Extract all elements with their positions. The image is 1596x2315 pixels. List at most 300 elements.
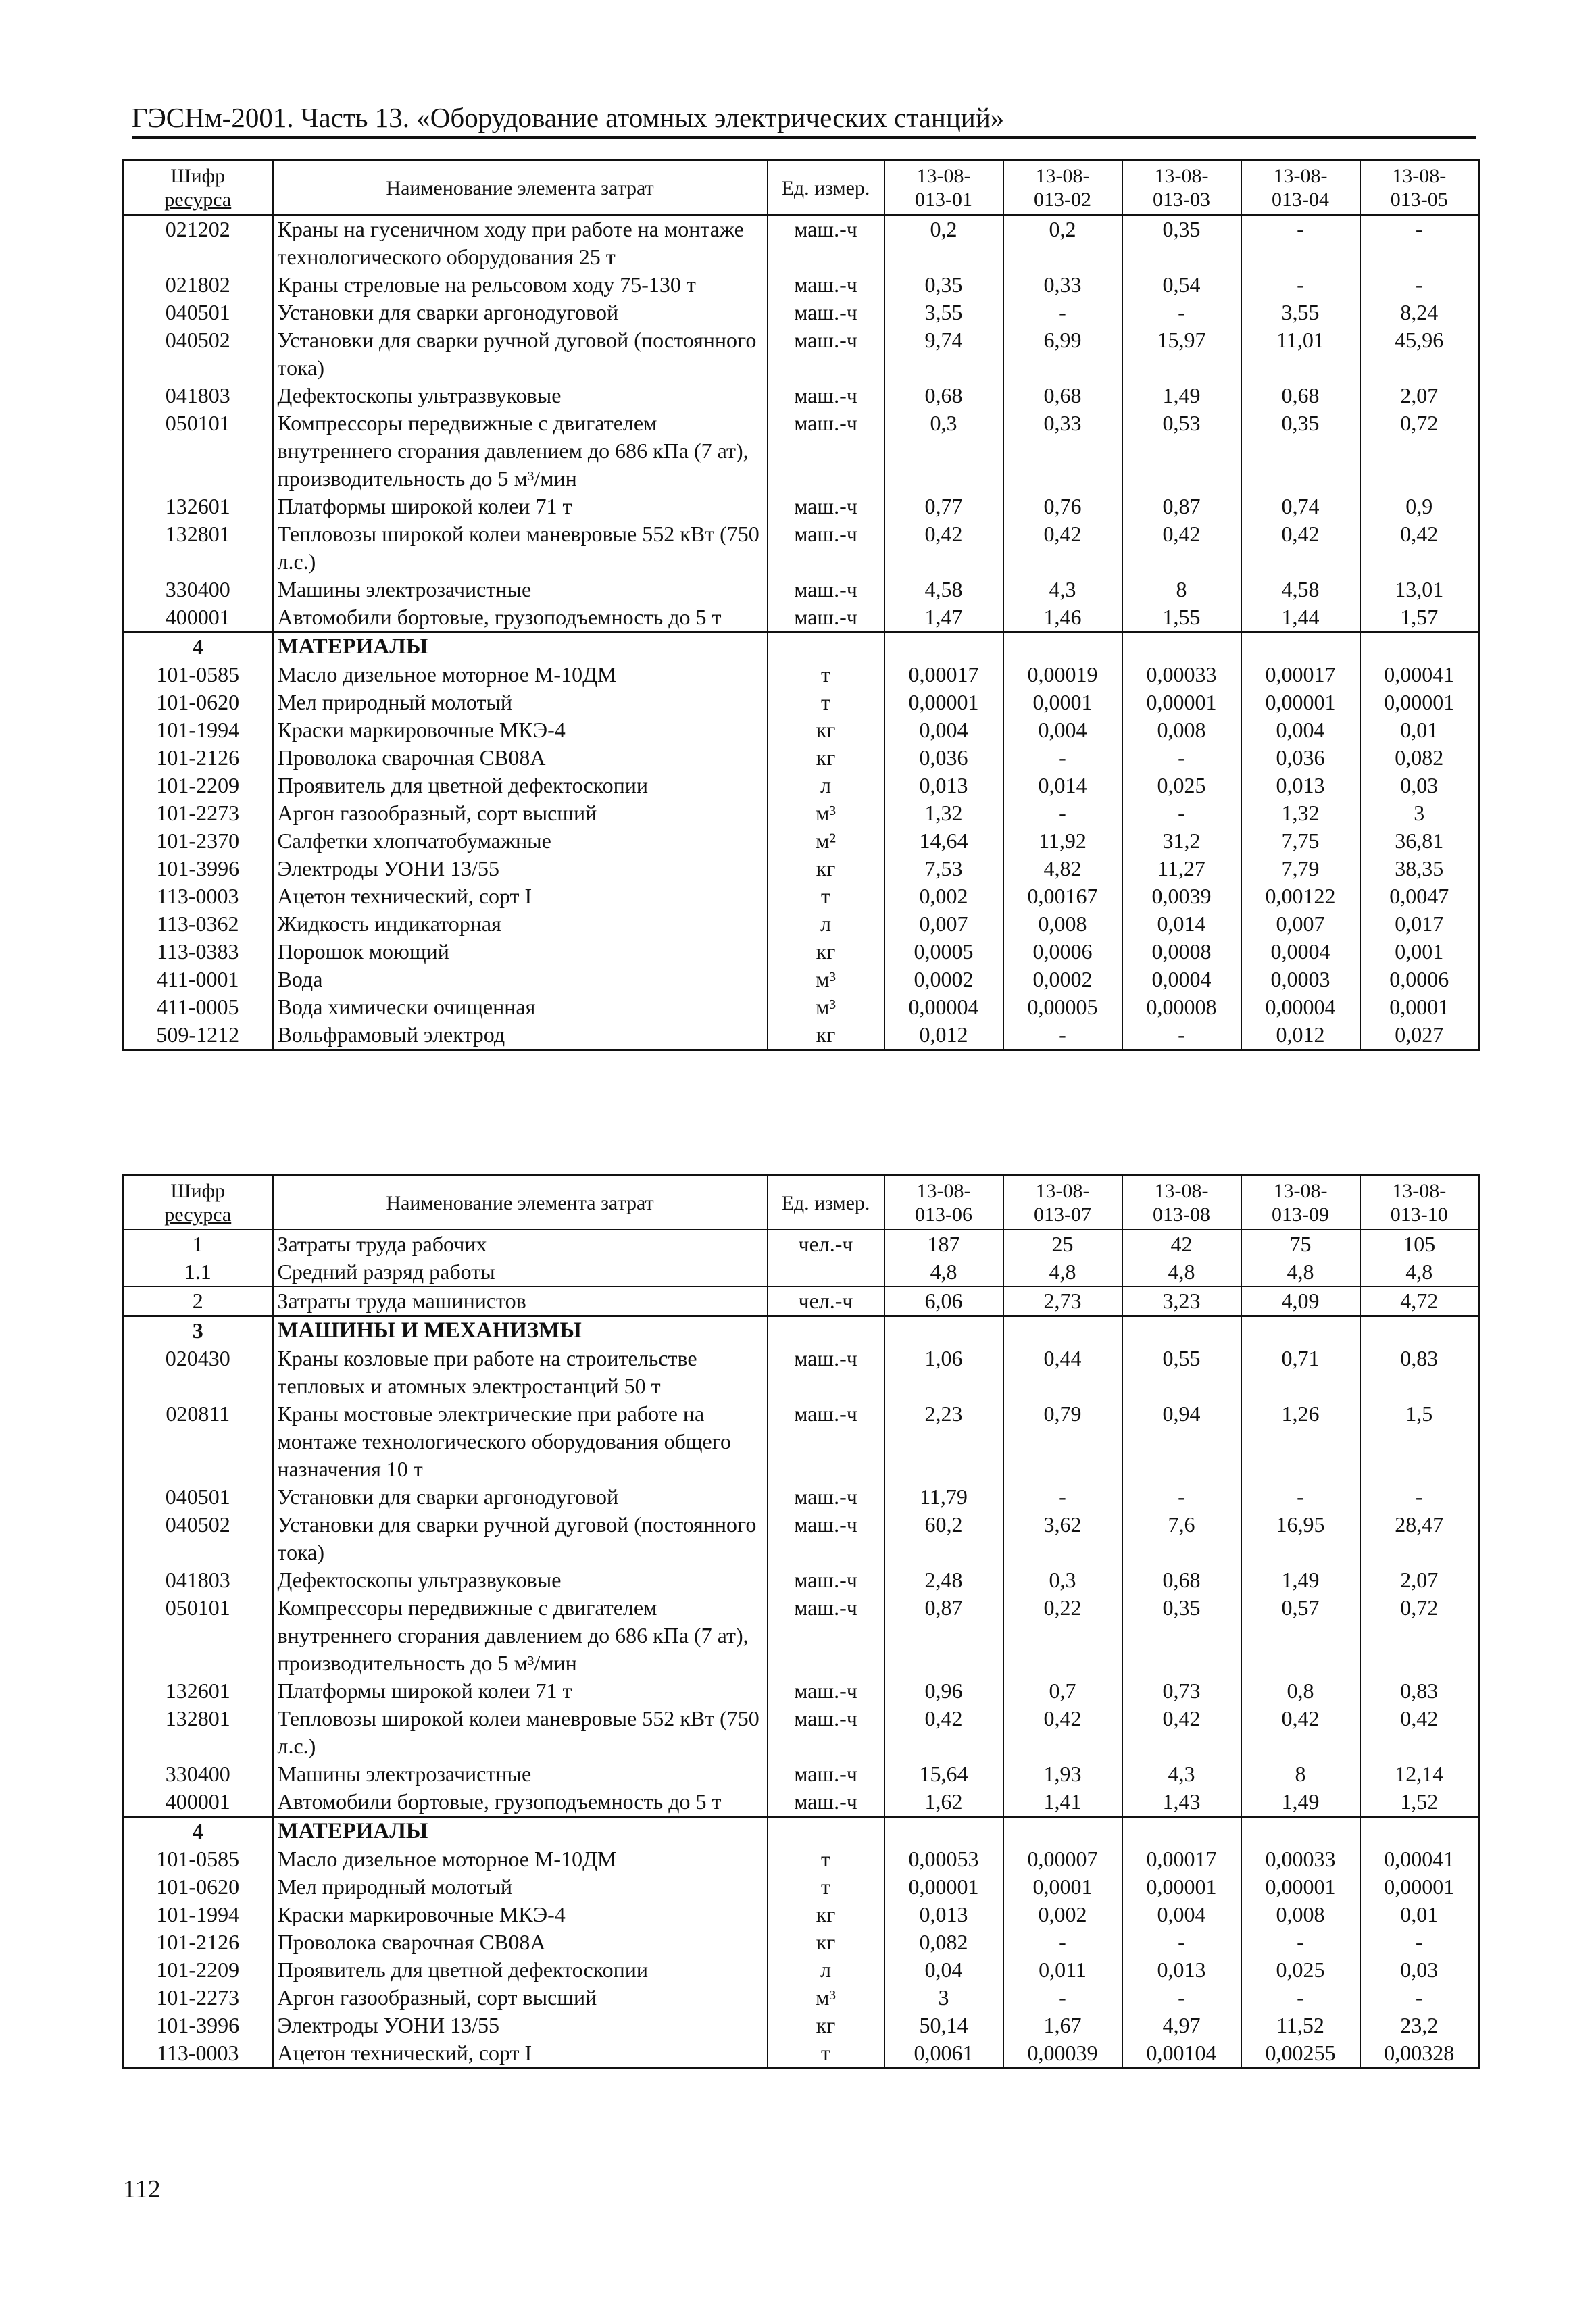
unit-cell: маш.-ч <box>768 493 884 520</box>
value-cell: 4,58 <box>1241 576 1360 603</box>
value-cell: 0,0006 <box>1003 938 1122 966</box>
value-cell: 0,00007 <box>1003 1845 1122 1873</box>
norm-column-header: 13-08- 013-07 <box>1003 1176 1122 1230</box>
resource-code-cell: 330400 <box>123 1760 273 1788</box>
table-row <box>123 1760 1479 1788</box>
value-cell: 0,00001 <box>884 689 1003 716</box>
norm-column-header: 13-08- 013-04 <box>1241 161 1360 216</box>
unit-cell <box>768 1817 884 1846</box>
unit-cell: маш.-ч <box>768 576 884 603</box>
value-cell: - <box>1241 1483 1360 1511</box>
value-cell: 0,013 <box>1122 1956 1241 1984</box>
value-cell: 1,93 <box>1003 1760 1122 1788</box>
value-cell: 36,81 <box>1360 827 1479 855</box>
value-cell: 1,55 <box>1122 603 1241 632</box>
table-row <box>123 882 1479 910</box>
resource-code-cell: 101-1994 <box>123 1901 273 1928</box>
resource-code-cell: 101-0620 <box>123 689 273 716</box>
value-cell: 0,011 <box>1003 1956 1122 1984</box>
value-cell: 0,8 <box>1241 1677 1360 1705</box>
value-cell: 0,68 <box>1241 382 1360 409</box>
resource-code-cell: 040502 <box>123 326 273 382</box>
value-cell: 0,017 <box>1360 910 1479 938</box>
value-cell: 0,012 <box>884 1021 1003 1050</box>
value-cell: 11,92 <box>1003 827 1122 855</box>
resource-name-cell: Электроды УОНИ 13/55 <box>273 2012 768 2039</box>
table-row <box>123 299 1479 326</box>
norm-column-header: 13-08- 013-02 <box>1003 161 1122 216</box>
value-cell: 0,014 <box>1003 772 1122 799</box>
value-cell: 4,97 <box>1122 2012 1241 2039</box>
value-cell: 50,14 <box>884 2012 1003 2039</box>
table-row <box>123 382 1479 409</box>
value-cell: 4,3 <box>1003 576 1122 603</box>
resource-code-cell: 101-2273 <box>123 799 273 827</box>
value-cell: 4,8 <box>1003 1258 1122 1287</box>
table-header-row <box>123 1176 1479 1230</box>
resource-name-cell: МАШИНЫ И МЕХАНИЗМЫ <box>273 1316 768 1345</box>
table-row <box>123 1566 1479 1594</box>
resource-code-cell: 020811 <box>123 1400 273 1483</box>
value-cell <box>1003 1316 1122 1345</box>
value-cell: 105 <box>1360 1230 1479 1258</box>
value-cell: - <box>1122 1984 1241 2012</box>
unit-cell: м³ <box>768 1984 884 2012</box>
table-row <box>123 772 1479 799</box>
value-cell: 0,94 <box>1122 1400 1241 1483</box>
resource-code-cell: 3 <box>123 1316 273 1345</box>
unit-cell: маш.-ч <box>768 1677 884 1705</box>
value-cell <box>1241 632 1360 662</box>
value-cell: 0,77 <box>884 493 1003 520</box>
table-row <box>123 716 1479 744</box>
value-cell: 0,004 <box>1241 716 1360 744</box>
table-row <box>123 827 1479 855</box>
resource-name-cell: Мел природный молотый <box>273 1873 768 1901</box>
resource-name-cell: Салфетки хлопчатобумажные <box>273 827 768 855</box>
resource-name-cell: Краны стреловые на рельсовом ходу 75-130 т <box>273 271 768 299</box>
value-cell <box>1241 1817 1360 1846</box>
value-cell: 0,7 <box>1003 1677 1122 1705</box>
value-cell: 0,33 <box>1003 409 1122 493</box>
value-cell: 4,72 <box>1360 1287 1479 1316</box>
table-row <box>123 1345 1479 1400</box>
resource-code-cell: 050101 <box>123 409 273 493</box>
unit-cell: маш.-ч <box>768 299 884 326</box>
unit-cell: кг <box>768 1928 884 1956</box>
value-cell: 0,04 <box>884 1956 1003 1984</box>
value-cell <box>1122 1817 1241 1846</box>
value-cell: 0,35 <box>1122 1594 1241 1677</box>
value-cell: 0,082 <box>1360 744 1479 772</box>
section-row <box>123 1316 1479 1345</box>
value-cell: 0,72 <box>1360 409 1479 493</box>
resource-code-cell: 509-1212 <box>123 1021 273 1050</box>
value-cell: 0,00033 <box>1241 1845 1360 1873</box>
value-cell: 25 <box>1003 1230 1122 1258</box>
value-cell: 0,00004 <box>1241 993 1360 1021</box>
table-row <box>123 1230 1479 1258</box>
value-cell: - <box>1122 299 1241 326</box>
value-cell: 0,0039 <box>1122 882 1241 910</box>
value-cell: 0,007 <box>1241 910 1360 938</box>
value-cell: 1,67 <box>1003 2012 1122 2039</box>
unit-cell: л <box>768 910 884 938</box>
resource-name-cell: Краны на гусеничном ходу при работе на монтаже технологического оборудования 25 т <box>273 215 768 271</box>
value-cell: 0,72 <box>1360 1594 1479 1677</box>
value-cell: 0,0002 <box>884 966 1003 993</box>
resource-name-cell: Масло дизельное моторное М-10ДМ <box>273 1845 768 1873</box>
value-cell: 4,09 <box>1241 1287 1360 1316</box>
resource-code-cell: 113-0362 <box>123 910 273 938</box>
resource-name-cell: Машины электрозачистные <box>273 576 768 603</box>
table-row <box>123 1021 1479 1050</box>
unit-cell: кг <box>768 1901 884 1928</box>
resource-name-cell: Установки для сварки ручной дуговой (постоянного тока) <box>273 326 768 382</box>
value-cell: 0,73 <box>1122 1677 1241 1705</box>
value-cell: 0,03 <box>1360 772 1479 799</box>
value-cell: 0,42 <box>884 1705 1003 1760</box>
value-cell: 0,79 <box>1003 1400 1122 1483</box>
table-row <box>123 409 1479 493</box>
value-cell: 0,00104 <box>1122 2039 1241 2068</box>
value-cell: 0,00001 <box>1360 689 1479 716</box>
value-cell: 1,52 <box>1360 1788 1479 1817</box>
norm-column-header: 13-08- 013-08 <box>1122 1176 1241 1230</box>
value-cell: - <box>1003 744 1122 772</box>
table-row <box>123 493 1479 520</box>
norm-column-header: 13-08- 013-03 <box>1122 161 1241 216</box>
value-cell <box>1360 1316 1479 1345</box>
resource-code-cell: 113-0003 <box>123 882 273 910</box>
table-row <box>123 938 1479 966</box>
resource-name-cell: МАТЕРИАЛЫ <box>273 1817 768 1846</box>
resource-code-cell: 400001 <box>123 1788 273 1817</box>
resource-code-cell: 101-3996 <box>123 855 273 882</box>
resource-name-cell: Краски маркировочные МКЭ-4 <box>273 716 768 744</box>
value-cell: 4,8 <box>1122 1258 1241 1287</box>
value-cell: 1,49 <box>1122 382 1241 409</box>
page-header <box>132 100 1476 139</box>
value-cell: 0,036 <box>1241 744 1360 772</box>
value-cell <box>1122 1316 1241 1345</box>
value-cell: 0,013 <box>1241 772 1360 799</box>
value-cell <box>1122 632 1241 662</box>
value-cell: 0,0008 <box>1122 938 1241 966</box>
value-cell: 0,42 <box>1003 1705 1122 1760</box>
value-cell: 0,00122 <box>1241 882 1360 910</box>
norm-column-header: 13-08- 013-05 <box>1360 161 1479 216</box>
value-cell: 0,3 <box>1003 1566 1122 1594</box>
value-cell: 28,47 <box>1360 1511 1479 1566</box>
value-cell: - <box>1360 215 1479 271</box>
table-row <box>123 1984 1479 2012</box>
value-cell <box>1360 1817 1479 1846</box>
resource-name-cell: Платформы широкой колеи 71 т <box>273 493 768 520</box>
value-cell: 1,49 <box>1241 1788 1360 1817</box>
resource-name-cell: Ацетон технический, сорт I <box>273 2039 768 2068</box>
resource-name-cell: Проволока сварочная СВ08А <box>273 744 768 772</box>
value-cell: 11,79 <box>884 1483 1003 1511</box>
value-cell: - <box>1003 299 1122 326</box>
value-cell: 0,00001 <box>884 1873 1003 1901</box>
norm-column-header: 13-08- 013-10 <box>1360 1176 1479 1230</box>
table-row <box>123 603 1479 632</box>
page-title: ГЭСНм-2001. Часть 13. «Оборудование атомных электрических станций» <box>132 102 1005 133</box>
resource-code-cell: 101-2209 <box>123 772 273 799</box>
resource-name-cell: Компрессоры передвижные с двигателем внутреннего сгорания давлением до 686 кПа (7 ат), производительность до 5 м³/мин <box>273 409 768 493</box>
resource-name-cell: Жидкость индикаторная <box>273 910 768 938</box>
value-cell: 0,00001 <box>1122 689 1241 716</box>
value-cell: 2,48 <box>884 1566 1003 1594</box>
value-cell: 0,71 <box>1241 1345 1360 1400</box>
value-cell: 0,44 <box>1003 1345 1122 1400</box>
value-cell: 0,00019 <box>1003 661 1122 689</box>
resource-code-cell: 021202 <box>123 215 273 271</box>
value-cell: 7,79 <box>1241 855 1360 882</box>
resource-name-cell: Платформы широкой колеи 71 т <box>273 1677 768 1705</box>
value-cell: 0,0005 <box>884 938 1003 966</box>
table-row <box>123 1705 1479 1760</box>
resource-code-cell: 330400 <box>123 576 273 603</box>
value-cell: 2,07 <box>1360 1566 1479 1594</box>
resource-table-2 <box>122 1174 1480 2069</box>
table-row <box>123 910 1479 938</box>
value-cell: 0,42 <box>1241 520 1360 576</box>
unit-cell: маш.-ч <box>768 1511 884 1566</box>
value-cell: 0,0001 <box>1360 993 1479 1021</box>
value-cell: 0,025 <box>1241 1956 1360 1984</box>
value-cell: - <box>1360 1928 1479 1956</box>
resource-code-cell: 101-2209 <box>123 1956 273 1984</box>
resource-code-cell: 040501 <box>123 299 273 326</box>
resource-code-cell: 411-0001 <box>123 966 273 993</box>
unit-cell: маш.-ч <box>768 1594 884 1677</box>
resource-name-cell: Электроды УОНИ 13/55 <box>273 855 768 882</box>
value-cell: 13,01 <box>1360 576 1479 603</box>
unit-cell: маш.-ч <box>768 382 884 409</box>
value-cell: 0,004 <box>1122 1901 1241 1928</box>
value-cell: 1,26 <box>1241 1400 1360 1483</box>
value-cell: 0,57 <box>1241 1594 1360 1677</box>
resource-name-cell: Аргон газообразный, сорт высший <box>273 1984 768 2012</box>
value-cell: 0,00005 <box>1003 993 1122 1021</box>
value-cell: 1,47 <box>884 603 1003 632</box>
value-cell: 0,00328 <box>1360 2039 1479 2068</box>
value-cell: 0,0047 <box>1360 882 1479 910</box>
resource-name-cell: Установки для сварки ручной дуговой (постоянного тока) <box>273 1511 768 1566</box>
resource-name-cell: Вода <box>273 966 768 993</box>
value-cell: 4,8 <box>1241 1258 1360 1287</box>
resource-code-cell: 411-0005 <box>123 993 273 1021</box>
unit-cell: кг <box>768 855 884 882</box>
value-cell: 0,3 <box>884 409 1003 493</box>
value-cell: - <box>1241 1984 1360 2012</box>
value-cell: 0,87 <box>884 1594 1003 1677</box>
value-cell: 0,00001 <box>1122 1873 1241 1901</box>
value-cell: 0,00033 <box>1122 661 1241 689</box>
value-cell: 0,0001 <box>1003 1873 1122 1901</box>
resource-name-cell: Порошок моющий <box>273 938 768 966</box>
resource-code-cell: 101-2273 <box>123 1984 273 2012</box>
unit-cell: л <box>768 1956 884 1984</box>
value-cell: - <box>1360 1483 1479 1511</box>
unit-cell: маш.-ч <box>768 603 884 632</box>
value-cell: - <box>1122 799 1241 827</box>
value-cell: 0,004 <box>1003 716 1122 744</box>
value-cell: 0,42 <box>1360 520 1479 576</box>
table-row <box>123 744 1479 772</box>
resource-code-cell: 101-0620 <box>123 1873 273 1901</box>
value-cell: 0,00001 <box>1241 1873 1360 1901</box>
unit-cell: кг <box>768 938 884 966</box>
value-cell: 187 <box>884 1230 1003 1258</box>
unit-cell: м³ <box>768 966 884 993</box>
table-row <box>123 1400 1479 1483</box>
table-body <box>123 215 1479 1050</box>
unit-cell: т <box>768 2039 884 2068</box>
resource-name-cell: МАТЕРИАЛЫ <box>273 632 768 662</box>
value-cell: 3,62 <box>1003 1511 1122 1566</box>
norm-column-header: 13-08- 013-09 <box>1241 1176 1360 1230</box>
value-cell: 0,01 <box>1360 716 1479 744</box>
value-cell: 0,42 <box>1122 1705 1241 1760</box>
value-cell: - <box>1122 1021 1241 1050</box>
table-row <box>123 2039 1479 2068</box>
value-cell: 0,35 <box>1122 215 1241 271</box>
value-cell: 14,64 <box>884 827 1003 855</box>
value-cell: 0,22 <box>1003 1594 1122 1677</box>
resource-name-cell: Ацетон технический, сорт I <box>273 882 768 910</box>
value-cell <box>1003 632 1122 662</box>
table-row <box>123 1845 1479 1873</box>
value-cell <box>1241 1316 1360 1345</box>
unit-cell: т <box>768 1873 884 1901</box>
value-cell: 0,35 <box>884 271 1003 299</box>
unit-cell: маш.-ч <box>768 1566 884 1594</box>
resource-code-cell: 113-0383 <box>123 938 273 966</box>
unit-cell: маш.-ч <box>768 1760 884 1788</box>
unit-cell <box>768 1316 884 1345</box>
value-cell: 0,00041 <box>1360 661 1479 689</box>
unit-cell: кг <box>768 2012 884 2039</box>
value-cell: 16,95 <box>1241 1511 1360 1566</box>
table-row <box>123 1788 1479 1817</box>
value-cell: 0,0006 <box>1360 966 1479 993</box>
resource-code-cell: 101-0585 <box>123 1845 273 1873</box>
value-cell: 0,00017 <box>884 661 1003 689</box>
unit-cell: т <box>768 661 884 689</box>
value-cell: 0,74 <box>1241 493 1360 520</box>
value-cell: 3,55 <box>1241 299 1360 326</box>
resource-code-cell: 132601 <box>123 1677 273 1705</box>
unit-cell: чел.-ч <box>768 1287 884 1316</box>
value-cell: - <box>1003 799 1122 827</box>
value-cell: 0,42 <box>1241 1705 1360 1760</box>
resource-name-cell: Установки для сварки аргонодуговой <box>273 1483 768 1511</box>
resource-name-cell: Автомобили бортовые, грузоподъемность до 5 т <box>273 1788 768 1817</box>
unit-cell: кг <box>768 716 884 744</box>
unit-cell: кг <box>768 1021 884 1050</box>
value-cell: 7,75 <box>1241 827 1360 855</box>
resource-code-cell: 041803 <box>123 382 273 409</box>
resource-code-cell: 040502 <box>123 1511 273 1566</box>
resource-code-cell: 050101 <box>123 1594 273 1677</box>
resource-name-cell: Проявитель для цветной дефектоскопии <box>273 772 768 799</box>
value-cell: 0,001 <box>1360 938 1479 966</box>
resource-code-cell: 020430 <box>123 1345 273 1400</box>
value-cell: 2,73 <box>1003 1287 1122 1316</box>
resource-code-cell: 101-2370 <box>123 827 273 855</box>
value-cell: 0,008 <box>1122 716 1241 744</box>
resource-code-cell: 101-0585 <box>123 661 273 689</box>
value-cell: 0,00041 <box>1360 1845 1479 1873</box>
resource-code-cell: 101-2126 <box>123 1928 273 1956</box>
resource-code-cell: 132801 <box>123 520 273 576</box>
resource-code-cell: 132801 <box>123 1705 273 1760</box>
value-cell: 4,8 <box>884 1258 1003 1287</box>
table-row <box>123 1873 1479 1901</box>
table-row <box>123 1594 1479 1677</box>
value-cell: 1,06 <box>884 1345 1003 1400</box>
value-cell: 0,87 <box>1122 493 1241 520</box>
value-cell: 31,2 <box>1122 827 1241 855</box>
value-cell: 0,03 <box>1360 1956 1479 1984</box>
value-cell: 0,00053 <box>884 1845 1003 1873</box>
value-cell: 0,0003 <box>1241 966 1360 993</box>
value-cell <box>1360 632 1479 662</box>
value-cell: 0,0002 <box>1003 966 1122 993</box>
unit-cell: маш.-ч <box>768 1345 884 1400</box>
code-column-header: Шифр ресурса <box>123 1176 273 1230</box>
value-cell: 9,74 <box>884 326 1003 382</box>
value-cell <box>884 1316 1003 1345</box>
value-cell: 0,0004 <box>1241 938 1360 966</box>
value-cell: 2,07 <box>1360 382 1479 409</box>
unit-cell: маш.-ч <box>768 215 884 271</box>
value-cell: 6,99 <box>1003 326 1122 382</box>
unit-cell: маш.-ч <box>768 409 884 493</box>
table-row <box>123 1287 1479 1316</box>
value-cell: 1,46 <box>1003 603 1122 632</box>
unit-cell <box>768 632 884 662</box>
value-cell: 11,52 <box>1241 2012 1360 2039</box>
table-row <box>123 576 1479 603</box>
value-cell: 0,013 <box>884 1901 1003 1928</box>
table-row <box>123 799 1479 827</box>
norm-column-header: 13-08- 013-01 <box>884 161 1003 216</box>
value-cell: 4,82 <box>1003 855 1122 882</box>
value-cell: 1,43 <box>1122 1788 1241 1817</box>
table-row <box>123 661 1479 689</box>
value-cell: 3,55 <box>884 299 1003 326</box>
value-cell: 0,42 <box>1122 520 1241 576</box>
unit-cell: л <box>768 772 884 799</box>
value-cell: 0,025 <box>1122 772 1241 799</box>
value-cell: 4,8 <box>1360 1258 1479 1287</box>
norm-column-header: 13-08- 013-06 <box>884 1176 1003 1230</box>
unit-cell: т <box>768 882 884 910</box>
unit-cell: т <box>768 1845 884 1873</box>
value-cell: 1,5 <box>1360 1400 1479 1483</box>
value-cell: 0,00001 <box>1360 1873 1479 1901</box>
value-cell: 3,23 <box>1122 1287 1241 1316</box>
value-cell: 0,42 <box>1360 1705 1479 1760</box>
value-cell: 4,58 <box>884 576 1003 603</box>
value-cell: 0,2 <box>884 215 1003 271</box>
table-row <box>123 2012 1479 2039</box>
resource-code-cell: 101-2126 <box>123 744 273 772</box>
